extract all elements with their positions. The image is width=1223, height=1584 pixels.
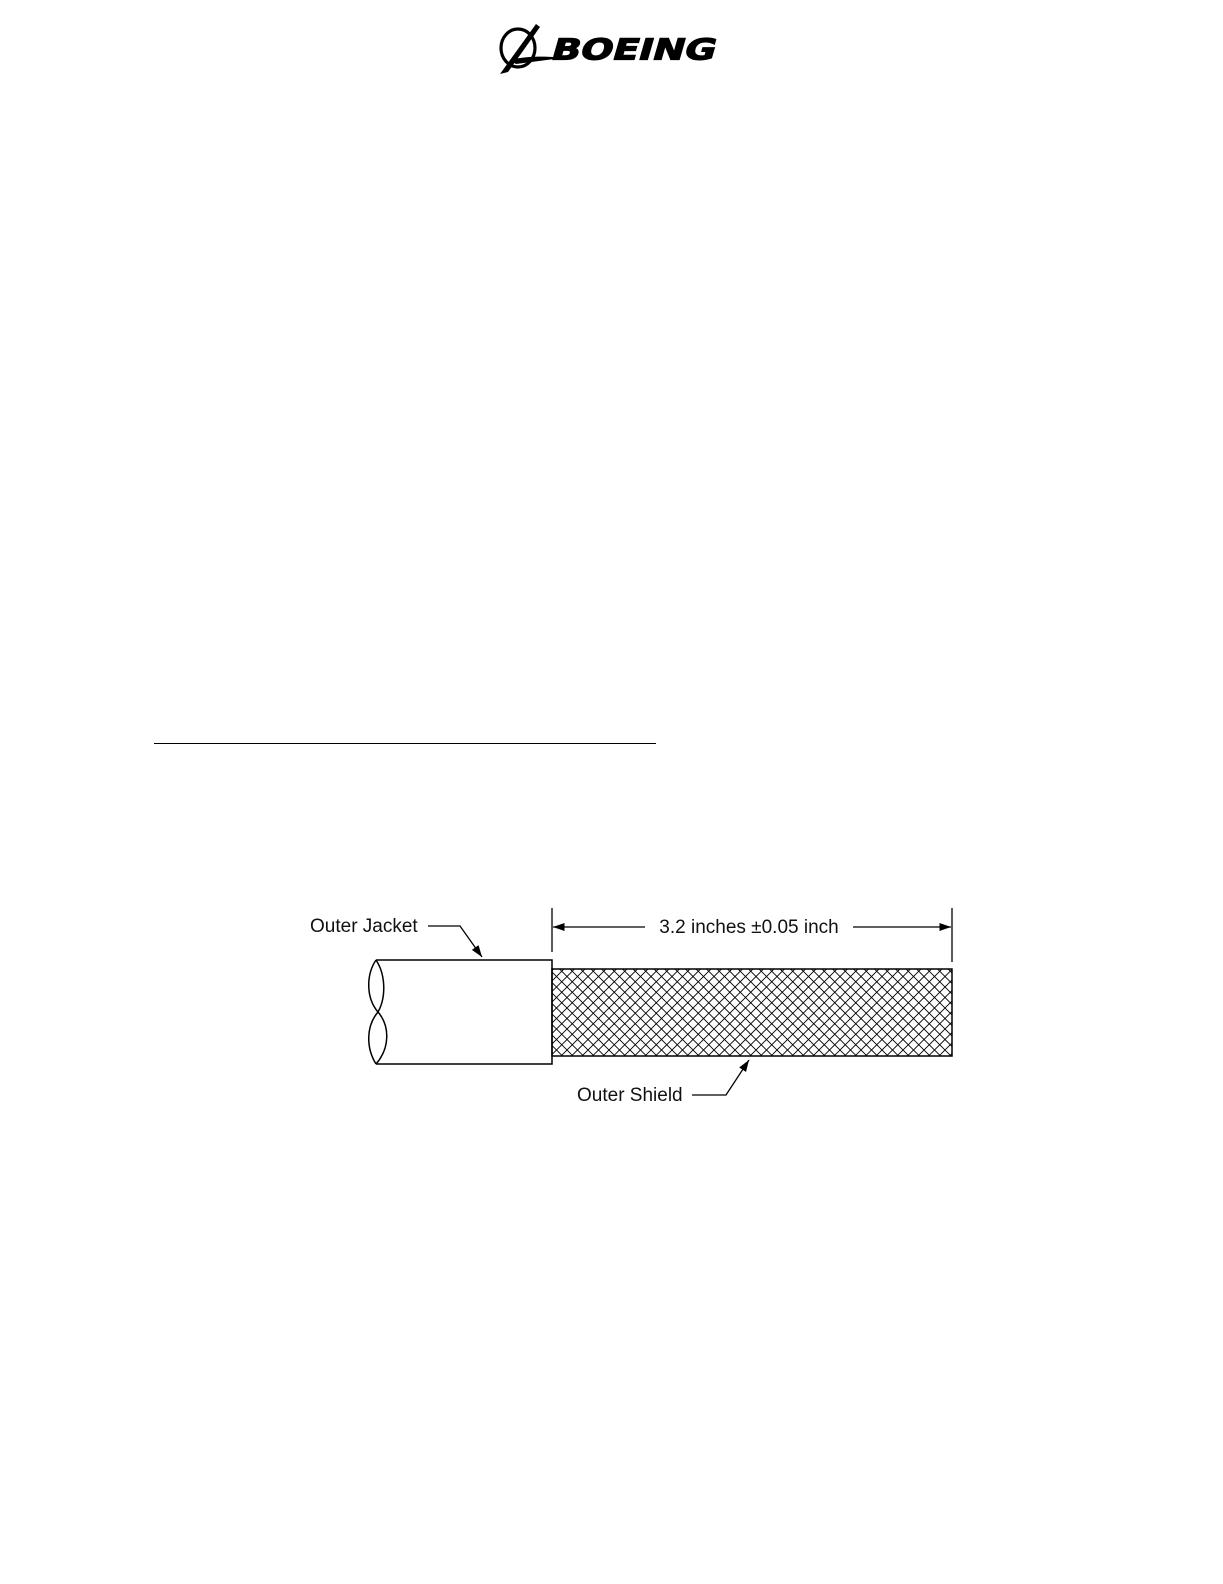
outer-shield — [552, 969, 952, 1056]
outer-jacket-label: Outer Jacket — [310, 916, 418, 937]
outer-jacket-leader — [428, 926, 482, 957]
break-symbol — [369, 960, 387, 1064]
svg-text:BOEING: BOEING — [547, 32, 683, 67]
outer-jacket — [369, 960, 552, 1064]
outer-shield-label: Outer Shield — [577, 1085, 683, 1106]
dimension-label: 3.2 inches ±0.05 inch — [659, 917, 839, 938]
outer-shield-leader — [692, 1060, 749, 1095]
